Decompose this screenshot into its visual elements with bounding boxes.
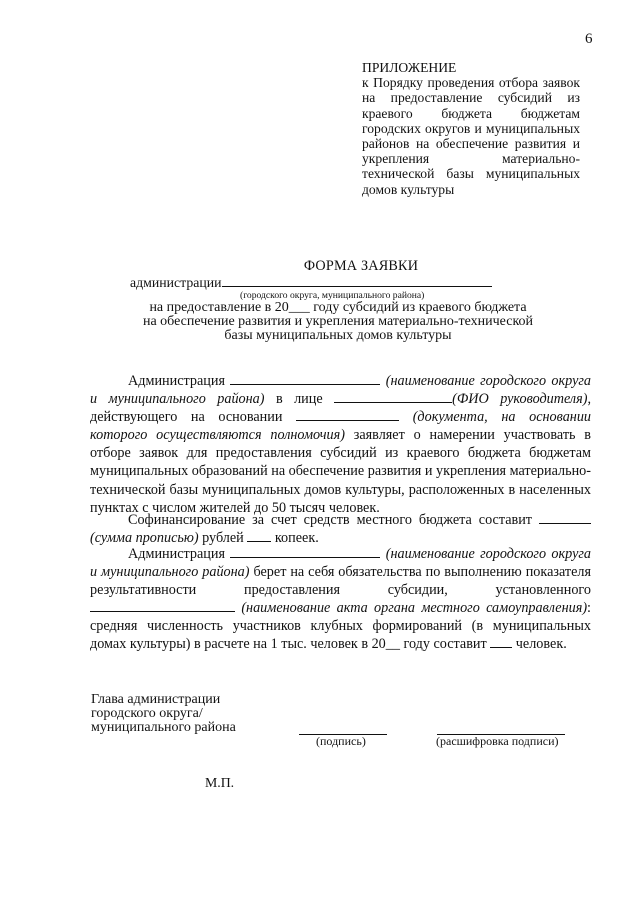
signature-decode-caption: (расшифровка подписи)	[436, 734, 559, 748]
signatory-line: Глава администрации	[91, 692, 221, 707]
signature-caption: (подпись)	[316, 734, 366, 748]
form-title: ФОРМА ЗАЯВКИ	[303, 258, 419, 274]
text: заявляет о намерении участвовать в отборе заявок для предоставления субсидий из краевого бюджета бюджетам муниципальных образований на обеспечение развития и укрепления материально-технической базы муниципальных домов культуры, расположенных в населенных пунктах с числом жителей до 50 тысяч человек.	[90, 427, 592, 516]
text: Администрация	[128, 546, 225, 562]
signatory-line: муниципального района	[91, 720, 236, 735]
subtitle-line: на предоставление в 20___ году субсидий из краевого бюджета	[149, 300, 527, 315]
admin-label: администрации	[130, 275, 222, 290]
paragraph-cofinancing	[90, 511, 591, 547]
text: : средняя численность участников клубных формирований (в муниципальных домах культуры) в расчете на 1 тыс. человек в 20__ году составит	[90, 600, 591, 653]
appendix-block	[362, 60, 580, 197]
admin-blank[interactable]	[222, 274, 492, 287]
appendix-text: к Порядку проведения отбора заявок на предоставление субсидий из краевого бюджета бюджетам городских округов и муниципальных районов на обеспечение развития и укрепления материально-технической базы муниципальных домов культуры	[362, 75, 580, 197]
hint-text: (наименование городского округа и муниципального района)	[90, 373, 591, 408]
stamp-place: М.П.	[205, 775, 235, 790]
text: копеек.	[274, 530, 319, 547]
hint-text: (наименование акта органа местного самоуправления)	[241, 600, 588, 617]
basis-doc-blank[interactable]	[296, 409, 399, 421]
paragraph-obligations	[90, 545, 591, 654]
text: рублей	[202, 530, 244, 547]
subtitle-line: на обеспечение развития и укрепления материально-технической	[142, 314, 534, 329]
text: берет на себя обязательства по выполнению показателя результативности предоставления субсидии, установленного	[90, 564, 592, 599]
hint-text: (документа, на основании которого осуществляются полномочия)	[90, 409, 592, 444]
signatory-line: городского округа/	[91, 706, 203, 721]
text: Софинансирование за счет средств местного бюджета составит	[128, 512, 533, 528]
admin-line	[130, 274, 492, 291]
signatory-block	[91, 693, 236, 735]
hint-text: (сумма прописью)	[90, 530, 199, 547]
people-count-blank[interactable]	[490, 636, 512, 648]
appendix-title: ПРИЛОЖЕНИЕ	[362, 60, 457, 75]
head-name-blank[interactable]	[334, 391, 452, 403]
text: Администрация	[128, 373, 225, 389]
act-name-blank[interactable]	[90, 600, 235, 612]
admin-name-blank[interactable]	[230, 373, 380, 385]
text: в лице	[275, 391, 323, 408]
text: , действующего на основании	[90, 391, 591, 426]
hint-text: (ФИО руководителя)	[452, 391, 588, 408]
kopecks-blank[interactable]	[247, 530, 271, 542]
hint-text: (наименование городского округа и муниципального района)	[90, 546, 591, 581]
admin-hint: (городского округа, муниципального района)	[240, 290, 425, 301]
amount-blank[interactable]	[539, 512, 591, 524]
admin-name-blank-2[interactable]	[230, 546, 380, 558]
text: человек.	[515, 636, 567, 653]
page-number: 6	[585, 31, 593, 47]
paragraph-application	[90, 372, 591, 517]
subtitle-line: базы муниципальных домов культуры	[224, 328, 452, 343]
